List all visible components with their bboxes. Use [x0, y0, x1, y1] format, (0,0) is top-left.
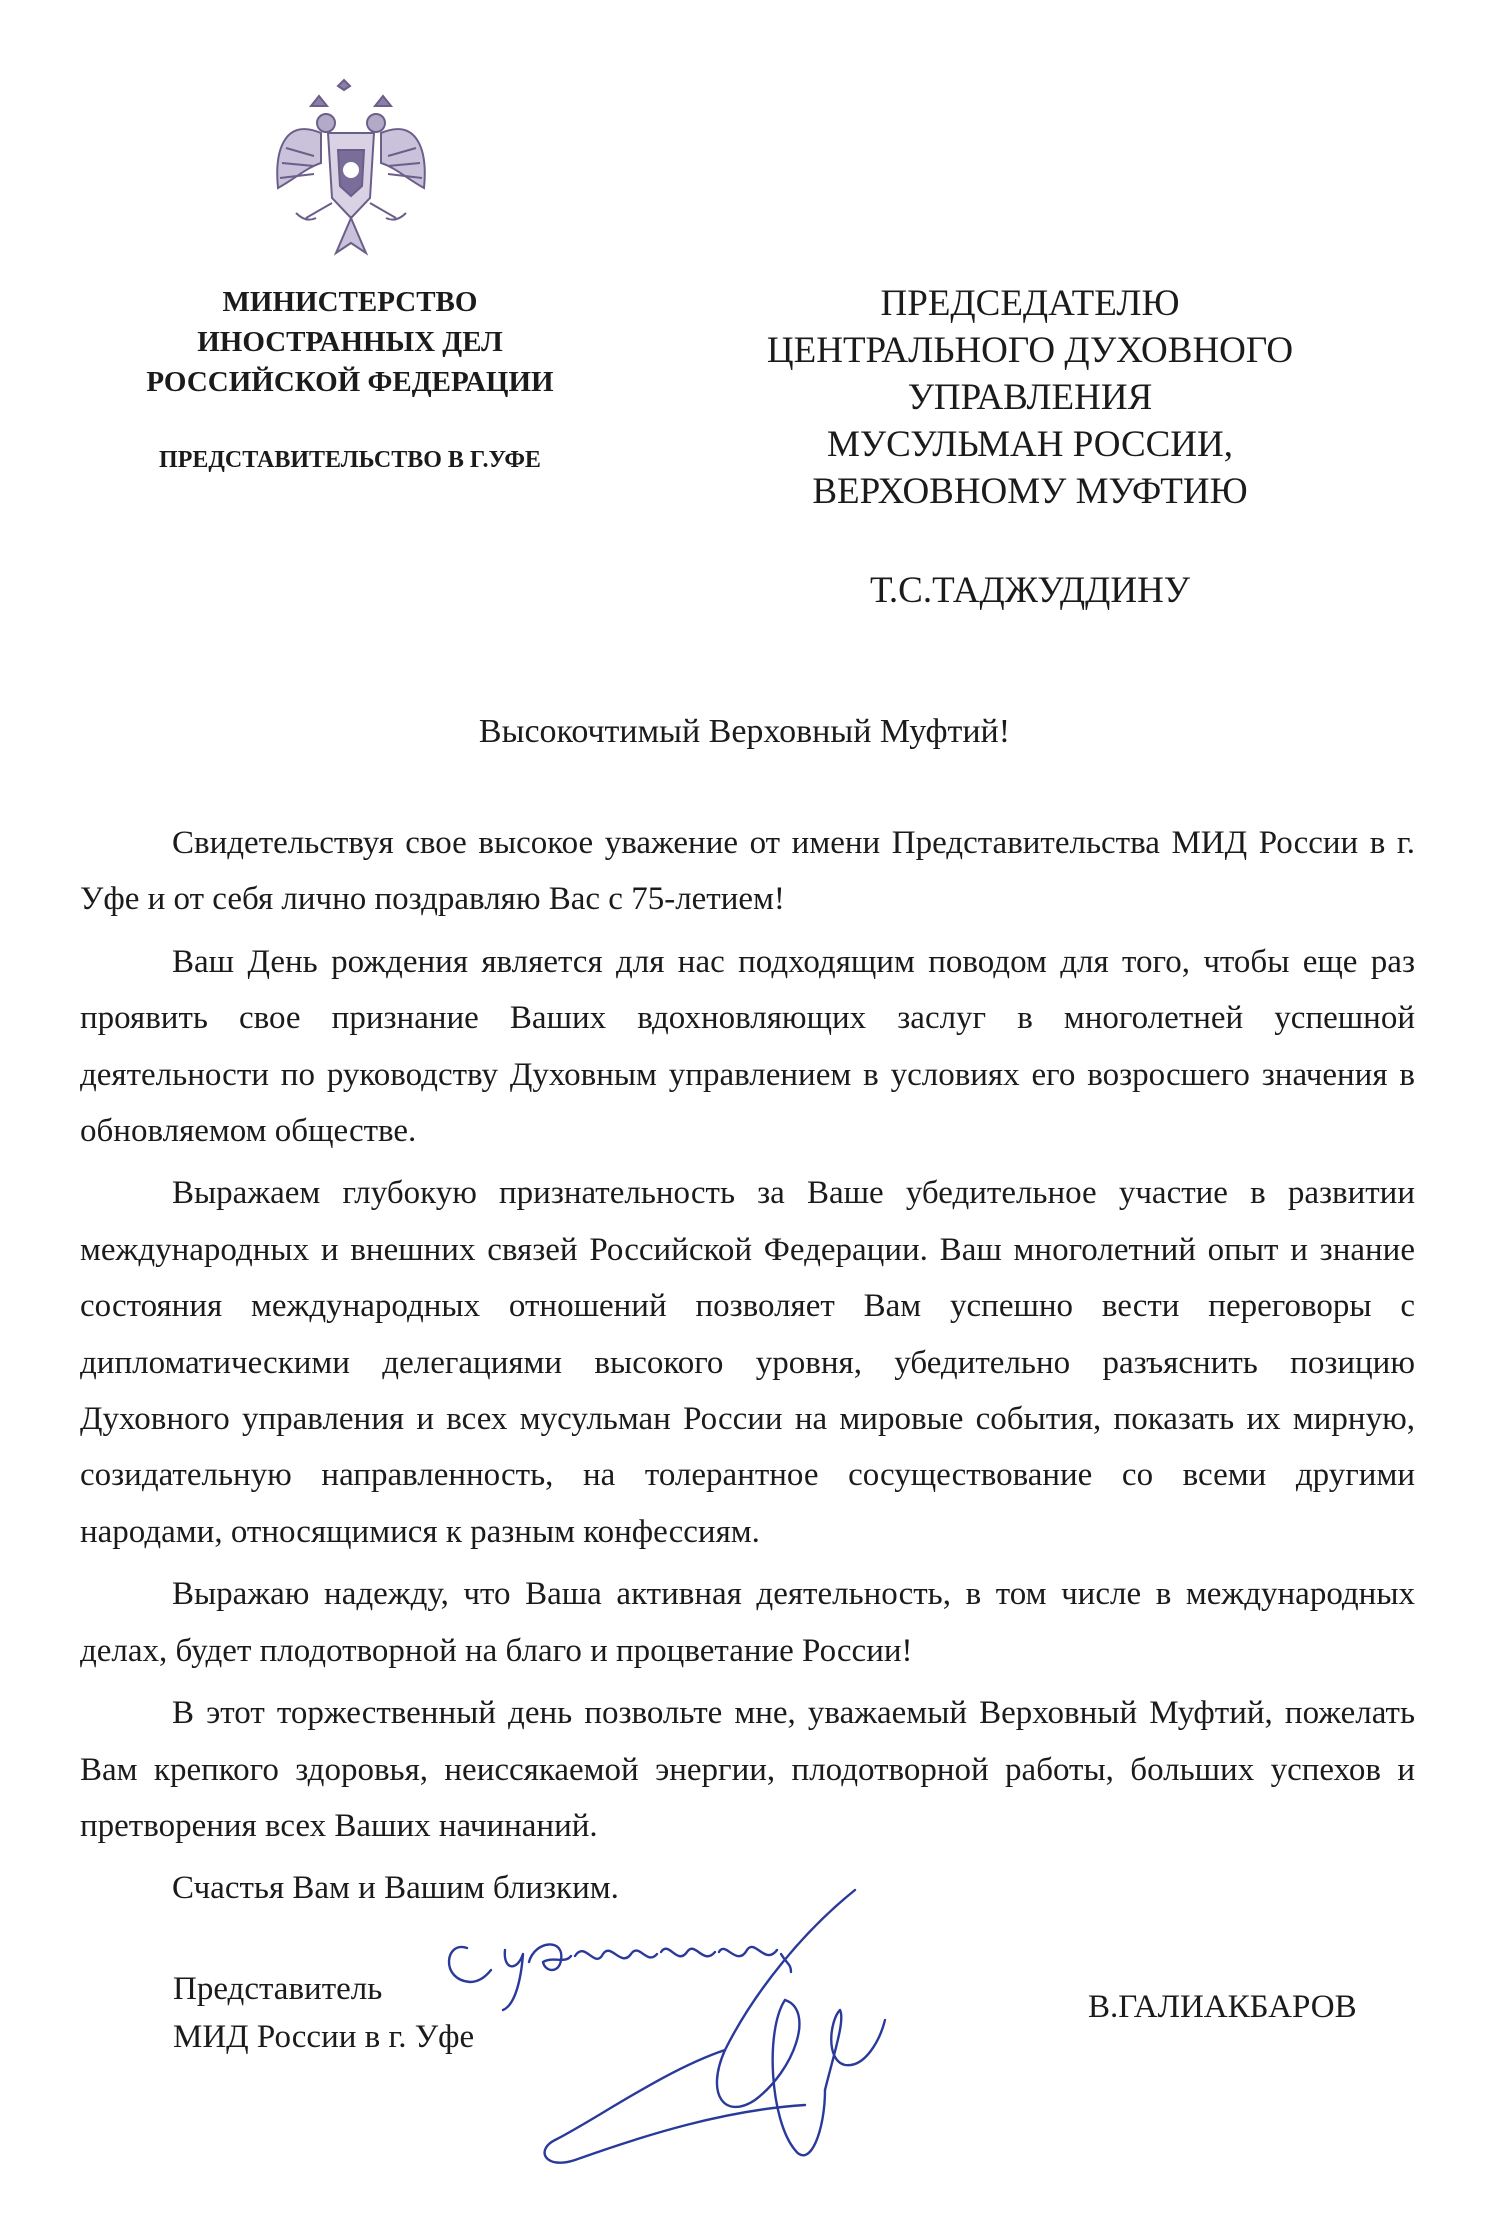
recipient-name: Т.С.ТАДЖУДДИНУ — [870, 570, 1190, 611]
salutation: Высокочтимый Верховный Муфтий! — [478, 713, 1011, 750]
paragraph: Свидетельствуя свое высокое уважение от имени Представительства МИД России в г. Уфе и от себя лично поздравляю Вас с 75-летием! — [80, 825, 1415, 918]
signatory-title-line-2: МИД России в г. Уфе — [173, 2019, 475, 2055]
recipient-line-4: МУСУЛЬМАН РОССИИ, — [826, 424, 1233, 465]
handwritten-signature — [425, 1870, 985, 2180]
letter-body — [80, 815, 1415, 1917]
double-headed-eagle-icon — [266, 78, 436, 268]
recipient-line-5: ВЕРХОВНОМУ МУФТИЮ — [812, 471, 1248, 512]
paragraph: Выражаю надежду, что Ваша активная деятельность, в том числе в международных делах, будет плодотворной на благо и процветание России! — [80, 1576, 1415, 1669]
paragraph: Счастья Вам и Вашим близким. — [172, 1870, 619, 1907]
paragraph: В этот торжественный день позвольте мне, уважаемый Верховный Муфтий, пожелать Вам крепкого здоровья, неиссякаемой энергии, плодотворной работы, больших успехов и претворения всех Ваших начинаний. — [80, 1695, 1415, 1844]
ministry-line-2: ИНОСТРАННЫХ ДЕЛ — [197, 326, 503, 358]
signatory-name: В.ГАЛИАКБАРОВ — [1088, 1989, 1357, 2025]
sender-block — [110, 282, 590, 476]
recipient-block — [700, 280, 1360, 614]
recipient-line-1: ПРЕДСЕДАТЕЛЮ — [880, 283, 1180, 324]
recipient-line-2: ЦЕНТРАЛЬНОГО ДУХОВНОГО — [766, 330, 1294, 371]
paragraph: Ваш День рождения является для нас подходящим поводом для того, чтобы еще раз проявить свое признание Ваших вдохновляющих заслуг в многолетней успешной деятельности по руководству Духовным управлением в условиях его возросшего значения в обновляемом обществе. — [80, 943, 1415, 1150]
signatory-title-line-1: Представитель — [173, 1971, 383, 2007]
paragraph: Выражаем глубокую признательность за Ваше убедительное участие в развитии международных и внешних связей Российской Федерации. Ваш многолетний опыт и знание состояния международных отношений позволяет Вам успешно вести переговоры с дипломатическими делегациями высокого уровня, убедительно разъяснить позицию Духовного управления и всех мусульман России на мировые события, показать их мирную, созидательную направленность, на толерантное сосуществование со всеми другими народами, относящимися к разным конфессиям. — [80, 1175, 1415, 1550]
ministry-line-3: РОССИЙСКОЙ ФЕДЕРАЦИИ — [146, 366, 554, 398]
recipient-line-3: УПРАВЛЕНИЯ — [907, 377, 1153, 418]
ministry-line-1: МИНИСТЕРСТВО — [222, 286, 478, 318]
office-name: ПРЕДСТАВИТЕЛЬСТВО В Г.УФЕ — [159, 447, 541, 473]
